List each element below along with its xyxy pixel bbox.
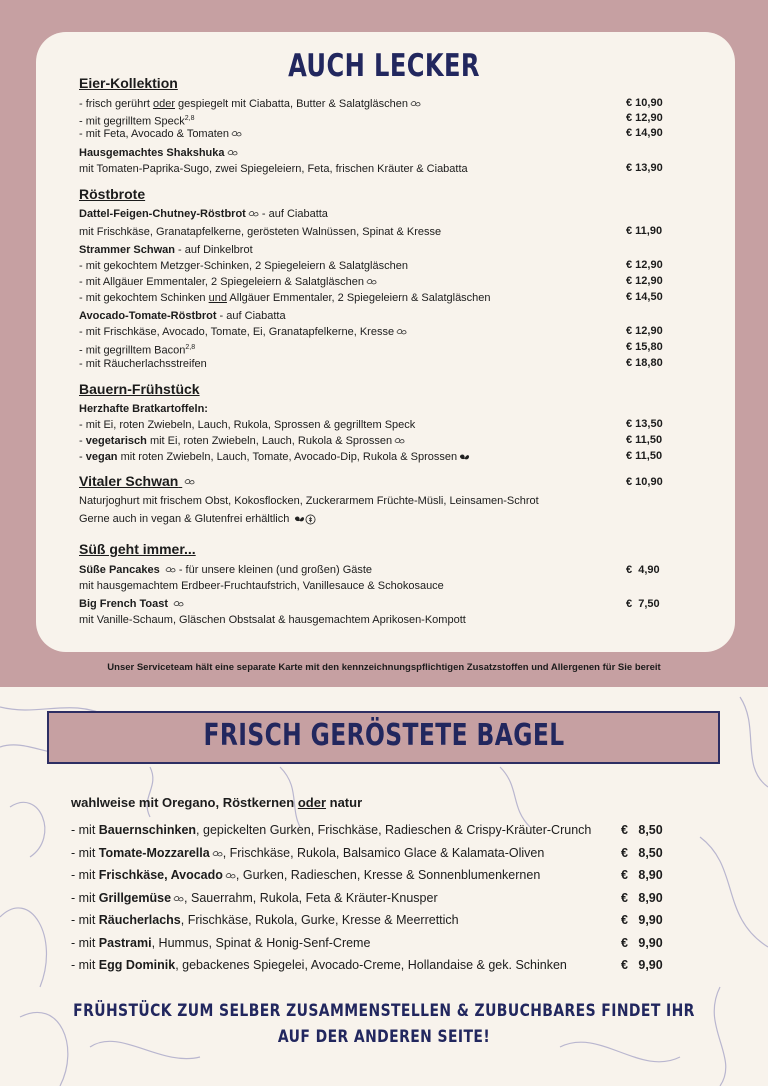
price: € 9,90 [621,958,663,972]
price: € 7,50 [626,598,660,610]
menu-item: - mit Räucherlachsstreifen [79,358,207,370]
price: € 10,90 [626,97,663,109]
dish-description: mit Frischkäse, Granatapfelkerne, gerösteten Walnüssen, Spinat & Kresse [79,226,442,238]
vegetarian-leaf-icon [225,872,236,880]
vegetarian-leaf-icon [173,895,184,903]
menu-item: - mit gegrilltem Bacon$^{2,8}$ [79,344,196,357]
menu-item: - mit gekochtem Schinken und Allgäuer Emmentaler, 2 Spiegeleiern & Salatgläschen [79,292,491,304]
dish-description: mit hausgemachtem Erdbeer-Fruchtaufstrich, Vanillesauce & Schokosauce [79,580,444,592]
menu-item: - mit Allgäuer Emmentaler, 2 Spiegeleiern & Salatgläschen [79,275,377,289]
vegetarian-leaf-icon [396,328,407,336]
gluten-free-icon [305,514,316,525]
bagel-item: - mit Pastrami, Hummus, Spinat & Honig-Senf-Creme [71,936,371,950]
price: € 12,90 [626,275,663,287]
vegan-leaf-icon [294,515,305,523]
bagel-item: - mit Grillgemüse , Sauerrahm, Rukola, Feta & Kräuter-Knusper [71,891,438,905]
section-title-suess: Süß geht immer... [79,541,196,557]
dish-name: Dattel-Feigen-Chutney-Röstbrot - auf Ciabatta [79,208,328,220]
menu-item: - mit gekochtem Metzger-Schinken, 2 Spiegeleiern & Salatgläschen [79,260,408,272]
bagel-intro: wahlweise mit Oregano, Röstkernen oder natur [71,795,363,810]
dish-description: Naturjoghurt mit frischem Obst, Kokosflocken, Zuckerarmem Früchte-Müsli, Leinsamen-Schrot [79,495,539,507]
price: € 4,90 [626,564,660,576]
footer-line-2: AUF DER ANDEREN SEITE! [277,1027,491,1047]
price: € 18,80 [626,357,663,369]
vegetarian-leaf-icon [165,566,176,574]
price: € 10,90 [626,476,663,488]
allergen-note: Unser Serviceteam hält eine separate Karte mit den kennzeichnungspflichtigen Zusatzstoffen und Allergenen für Sie bereit [107,662,661,673]
price: € 8,90 [621,891,663,905]
menu-item: - mit Frischkäse, Avocado, Tomate, Ei, Granatapfelkerne, Kresse [79,325,407,339]
bagel-item: - mit Bauernschinken, gepickelten Gurken, Frischkäse, Radieschen & Crispy-Kräuter-Crunch [71,823,592,837]
vegetarian-leaf-icon [248,210,259,218]
dish-name: Avocado-Tomate-Röstbrot - auf Ciabatta [79,310,286,322]
section-title-eier: Eier-Kollektion [79,75,178,91]
menu-item: - frisch gerührt oder gespiegelt mit Ciabatta, Butter & Salatgläschen [79,97,421,111]
vegan-leaf-icon [459,453,470,461]
dish-name: Big French Toast [79,597,184,611]
vegetarian-leaf-icon [184,478,195,486]
menu-item: - mit Feta, Avocado & Tomaten [79,127,242,141]
price: € 9,90 [621,936,663,950]
footer-line-1: FRÜHSTÜCK ZUM SELBER ZUSAMMENSTELLEN & ZUBUCHBARES FINDET IHR [73,1001,695,1021]
dish-name: Strammer Schwan - auf Dinkelbrot [79,244,253,256]
dish-name: Süße Pancakes - für unsere kleinen (und großen) Gäste [79,564,373,576]
price: € 11,50 [626,434,663,446]
menu-item: - mit gegrilltem Speck$^{2,8}$ [79,115,195,128]
bagel-item: - mit Tomate-Mozzarella , Frischkäse, Rukola, Balsamico Glace & Kalamata-Oliven [71,846,545,860]
price: € 12,90 [626,325,663,337]
vegetarian-leaf-icon [394,437,405,445]
menu-item: - vegetarisch mit Ei, roten Zwiebeln, Lauch, Rukola & Sprossen [79,434,405,448]
price: € 12,90 [626,259,663,271]
price: € 13,90 [626,162,663,174]
vegetarian-leaf-icon [212,850,223,858]
vegetarian-leaf-icon [410,100,421,108]
dish-note: Gerne auch in vegan & Glutenfrei erhältlich [79,512,316,526]
dish-description: mit Tomaten-Paprika-Sugo, zwei Spiegeleiern, Feta, frischen Kräuter & Ciabatta [79,163,468,175]
vegetarian-leaf-icon [231,130,242,138]
section-title-vitaler: Vitaler Schwan [79,473,195,489]
bagel-item: - mit Frischkäse, Avocado , Gurken, Radieschen, Kresse & Sonnenblumenkernen [71,868,541,882]
bagel-item: - mit Egg Dominik, gebackenes Spiegelei, Avocado-Creme, Hollandaise & gek. Schinken [71,958,567,972]
bagel-title: FRISCH GERÖSTETE BAGEL [203,718,565,753]
price: € 8,50 [621,823,663,837]
vegetarian-leaf-icon [227,149,238,157]
price: € 15,80 [626,341,663,353]
price: € 14,50 [626,291,663,303]
price: € 11,90 [626,225,663,237]
dish-name: Hausgemachtes Shakshuka [79,146,238,160]
menu-item: - vegan mit roten Zwiebeln, Lauch, Tomate, Avocado-Dip, Rukola & Sprossen [79,450,470,464]
price: € 11,50 [626,450,663,462]
menu-item: - mit Ei, roten Zwiebeln, Lauch, Rukola, Sprossen & gegrilltem Speck [79,419,416,431]
price: € 8,90 [621,868,663,882]
dish-name: Herzhafte Bratkartoffeln: [79,403,208,415]
price: € 9,90 [621,913,663,927]
vegetarian-leaf-icon [366,278,377,286]
section-title-roestbrote: Röstbrote [79,186,146,202]
bagel-item: - mit Räucherlachs, Frischkäse, Rukola, Gurke, Kresse & Meerrettich [71,913,459,927]
price: € 12,90 [626,112,663,124]
price: € 8,50 [621,846,663,860]
price: € 13,50 [626,418,663,430]
dish-description: mit Vanille-Schaum, Gläschen Obstsalat & hausgemachtem Aprikosen-Kompott [79,614,466,626]
section-title-bauern: Bauern-Frühstück [79,381,200,397]
page-title: AUCH LECKER [288,48,480,84]
vegetarian-leaf-icon [173,600,184,608]
price: € 14,90 [626,127,663,139]
